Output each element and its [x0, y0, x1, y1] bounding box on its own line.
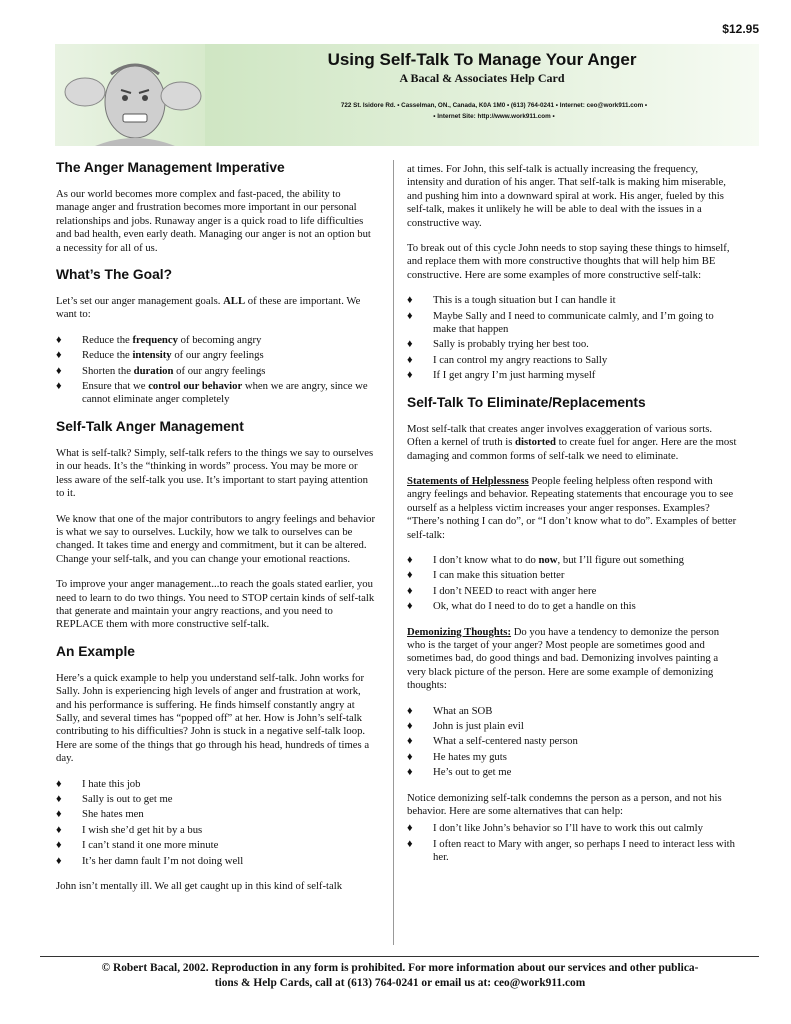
list-item: ♦ John is just plain evil [407, 720, 737, 733]
list-item: ♦ He hates my guts [407, 751, 737, 764]
emphasis: frequency [132, 333, 178, 346]
list-item [56, 334, 376, 347]
list-item: ♦ Sally is probably trying her best too. [407, 338, 737, 351]
list-item [407, 554, 737, 567]
page-title: Using Self-Talk To Manage Your Anger [327, 50, 637, 69]
list-item: ♦ Sally is out to get me [56, 793, 376, 806]
section-heading: Self-Talk Anger Management [56, 418, 244, 434]
section-heading: The Anger Management Imperative [56, 160, 285, 175]
paragraph: Notice demonizing self-talk condemns the person as a person, and not his behavior. Here are some alternatives that can help: [407, 791, 722, 818]
text: I can make this situation better [433, 569, 565, 582]
section-heading: Self-Talk To Eliminate/Replacements [407, 394, 646, 410]
paragraph: To break out of this cycle John needs to stop saying these things to himself, and replace them with more constructive thoughts that will help him BE constructive. Here are some examples of more constructive self-talk: [407, 242, 730, 281]
list-item: ♦ I can’t stand it one more minute [56, 839, 376, 852]
address-line-2: • Internet Site: http://www.work911.com • [433, 113, 555, 120]
paragraph [407, 626, 737, 693]
paragraph: To improve your anger management...to reach the goals stated earlier, you need to learn to do two things. You need to STOP certain kinds of self-talk that generate and maintain your angry reactions, and you need to REPLACE them with more constructive self-talk. [56, 578, 375, 631]
emphasis: duration [133, 364, 174, 377]
footer [50, 961, 750, 991]
text: Shorten the [82, 364, 134, 377]
list-item: ♦ I can control my angry reactions to Sally [407, 354, 737, 367]
list-item: ♦ He’s out to get me [407, 766, 737, 779]
helpless-list [407, 554, 737, 614]
list-item [407, 585, 737, 598]
demonizing-list [407, 705, 737, 780]
emphasis: now [538, 553, 558, 566]
paragraph: John isn’t mentally ill. We all get caught up in this kind of self-talk [56, 880, 343, 893]
section-heading: What’s The Goal? [56, 267, 173, 283]
address-line-1: 722 St. Isidore Rd. • Casselman, ON., Canada, K0A 1M0 • (613) 764-0241 • Internet: ceo@work911.com • [340, 102, 648, 109]
text: Reduce the [82, 333, 133, 346]
column-divider [393, 160, 394, 945]
text: Reduce the [82, 349, 133, 362]
angry-man-photo [55, 44, 205, 146]
page-subtitle: A Bacal & Associates Help Card [399, 71, 565, 85]
footer-rule [40, 956, 759, 957]
list-item: ♦ I wish she’d get hit by a bus [56, 824, 376, 837]
title-banner [205, 44, 759, 146]
helplessness-label: Statements of Helplessness [407, 474, 529, 487]
goals-list [56, 334, 376, 407]
list-item: ♦ It’s her damn fault I’m not doing well [56, 855, 376, 868]
list-item: ♦ I often react to Mary with anger, so perhaps I need to interact less with her. [407, 838, 737, 865]
text: Ensure that we [82, 380, 149, 393]
emphasis: ALL [223, 295, 246, 308]
text: of these are important. We want to: [56, 295, 361, 321]
list-item: ♦ She hates men [56, 808, 376, 821]
list-item: ♦ I don’t like John’s behavior so I’ll have to work this out calmly [407, 822, 737, 835]
text: Ok, what do I need to do to get a handle on this [433, 600, 636, 613]
text: , but I’ll figure out something [557, 553, 684, 566]
list-item: ♦ Maybe Sally and I need to communicate calmly, and I’m going to make that happen [407, 310, 737, 337]
text: to create fuel for anger. Here are the most damaging and common forms of self-talk we need to eliminate. [407, 436, 737, 462]
text: People feeling helpless often respond with angry feelings and behavior. Repeating statements that encourage you to see ourself as a helpless victim increases your anger responses. Examples? “There’s nothing I can do”, or “I don’t know what to do”. Examples of better self-talk: [407, 474, 737, 541]
paragraph: What is self-talk? Simply, self-talk refers to the things we say to ourselves in our heads. It’s the “thinking in words” process. You may be more or less aware of the self-talk you use. It’s important to start paying attention to it. [56, 446, 374, 500]
emphasis: control our behavior [148, 380, 243, 393]
text: Let’s set our anger management goals. [56, 295, 224, 308]
price-label: $12.95 [722, 22, 759, 36]
emphasis: distorted [515, 436, 556, 449]
paragraph: Here’s a quick example to help you understand self-talk. John works for Sally. John is experiencing high levels of anger and frustration at work, and his performance is suffering. He finds himself constantly angry at Sally, and several times has “popped off” at her. How is John’s self-talk contributing to his difficulties? John is stuck in a negative self-talk loop. Here are some of the things that go through his head, hundreds of times a day. [56, 671, 370, 765]
footer-line-2: tions & Help Cards, call at (613) 764-0241 or email us at: ceo@work911.com [214, 977, 586, 989]
left-column [56, 160, 376, 905]
constructive-list [407, 294, 737, 382]
text: when we are angry, since we cannot eliminate anger completely [82, 380, 368, 406]
text: of our angry feelings [171, 349, 264, 362]
list-item [56, 349, 376, 362]
paragraph: We know that one of the major contributors to angry feelings and behavior is what we say to ourselves. Luckily, how we talk to ourselves can be changed. It takes time and energy and commitment, but it can be altered. Change your self-talk, and you can change your emotional reactions. [56, 512, 376, 565]
list-item [407, 600, 737, 613]
paragraph [407, 475, 737, 542]
list-item: ♦ If I get angry I’m just harming myself [407, 369, 737, 382]
list-item [56, 365, 376, 378]
text: Most self-talk that creates anger involves exaggeration of various sorts. Often a kernel of truth is [407, 422, 713, 449]
paragraph [407, 423, 737, 463]
paragraph [56, 295, 376, 322]
demonizing-label: Demonizing Thoughts: [407, 625, 512, 638]
alternatives-list [407, 822, 737, 864]
list-item: ♦ I hate this job [56, 778, 376, 791]
emphasis: intensity [132, 349, 172, 362]
paragraph: at times. For John, this self-talk is actually increasing the frequency, intensity and duration of his anger. That self-talk is making him miserable, and pushing him into a downward spiral at work. His anger, fueled by this self-talk, makes it unlikely he will be able to deal with the issues in a constructive way. [407, 163, 726, 229]
list-item [407, 569, 737, 582]
contact-address [284, 100, 704, 122]
list-item: ♦ What a self-centered nasty person [407, 735, 737, 748]
list-item: ♦ What an SOB [407, 705, 737, 718]
text: I don’t NEED to react with anger here [433, 584, 597, 597]
list-item [56, 380, 376, 407]
text: of our angry feelings [173, 364, 266, 377]
text: I don’t know what to do [433, 553, 539, 566]
text: Do you have a tendency to demonize the person who is the target of your anger? Most people are sometimes good and sometimes bad, do good things and bad. Demonizing involves painting a very black picture of the person. Here are some example of demonizing thoughts: [407, 625, 720, 692]
right-column [407, 163, 737, 877]
header-banner [55, 44, 759, 146]
footer-line-1: © Robert Bacal, 2002. Reproduction in any form is prohibited. For more information about our services and other publica- [101, 962, 699, 974]
list-item: ♦ This is a tough situation but I can handle it [407, 294, 737, 307]
section-heading: An Example [56, 643, 135, 659]
example-list [56, 778, 376, 868]
text: of becoming angry [177, 333, 262, 346]
paragraph: As our world becomes more complex and fast-paced, the ability to manage anger and frustration becomes more important in our personal relationships and jobs. Runaway anger is a quick road to life difficulties and bad health, even early death. Managing our anger is not an option but a necessity for all of us. [56, 188, 371, 254]
